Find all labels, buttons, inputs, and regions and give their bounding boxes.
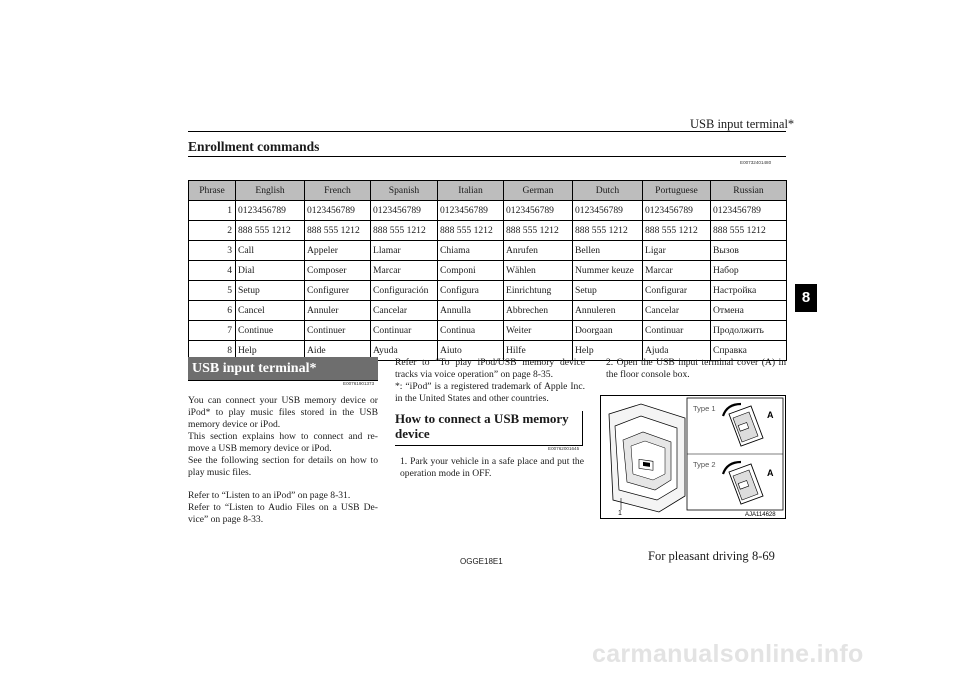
svg-text:1: 1: [618, 510, 622, 517]
usb-para-2: This section explains how to connect and re-move a USB memory device or iPod.: [188, 431, 378, 454]
phrase-number-cell: 5: [189, 281, 236, 301]
console-illustration: [601, 396, 785, 518]
command-cell: Configura: [438, 281, 504, 301]
table-row: [189, 321, 787, 341]
command-cell: 0123456789: [371, 201, 438, 221]
command-cell: Bellen: [573, 241, 643, 261]
command-cell: Wählen: [504, 261, 573, 281]
voice-operation-ref: Refer to “To play iPod/USB memory device tracks via voice operation” on page 8-35.: [395, 357, 585, 380]
command-cell: Continuar: [643, 321, 711, 341]
trademark-note: *: “iPod” is a registered trademark of Apple Inc. in the United States and other countries.: [395, 381, 585, 404]
command-cell: Annuler: [305, 301, 371, 321]
connect-usb-code: E00762001645: [548, 446, 580, 451]
command-cell: Marcar: [371, 261, 438, 281]
footer-section-name: For pleasant driving: [648, 549, 749, 563]
command-cell: Annulla: [438, 301, 504, 321]
command-cell: 888 555 1212: [711, 221, 787, 241]
column-header: German: [504, 181, 573, 201]
usb-ref-2: Refer to “Listen to Audio Files on a USB De-vice” on page 8-33.: [188, 502, 378, 525]
command-cell: Continue: [236, 321, 305, 341]
command-cell: Componi: [438, 261, 504, 281]
figure-code: AJA114628: [745, 512, 776, 518]
command-cell: 888 555 1212: [504, 221, 573, 241]
command-cell: Ayuda: [371, 341, 438, 361]
command-cell: Справка: [711, 341, 787, 361]
command-cell: Abbrechen: [504, 301, 573, 321]
command-cell: 0123456789: [504, 201, 573, 221]
column-header: French: [305, 181, 371, 201]
command-cell: Llamar: [371, 241, 438, 261]
command-cell: Настройка: [711, 281, 787, 301]
phrase-number-cell: 7: [189, 321, 236, 341]
command-cell: 0123456789: [305, 201, 371, 221]
command-cell: Ajuda: [643, 341, 711, 361]
cover-label-a-2: A: [767, 468, 774, 478]
phrase-number-cell: 6: [189, 301, 236, 321]
table-row: [189, 241, 787, 261]
phrase-number-cell: 2: [189, 221, 236, 241]
footer-doc-code: OGGE18E1: [460, 557, 503, 566]
usb-para-1: You can connect your USB memory device or iPod* to play music files stored in the USB memory device or iPod.: [188, 395, 378, 430]
command-cell: 888 555 1212: [305, 221, 371, 241]
command-cell: Набор: [711, 261, 787, 281]
enrollment-commands-table: [188, 180, 787, 361]
phrase-number-cell: 1: [189, 201, 236, 221]
table-row: [189, 221, 787, 241]
command-cell: Weiter: [504, 321, 573, 341]
phrase-number-cell: 8: [189, 341, 236, 361]
table-body: [189, 201, 787, 361]
command-cell: Вызов: [711, 241, 787, 261]
column-header: Italian: [438, 181, 504, 201]
command-cell: Configurar: [643, 281, 711, 301]
column-header: Dutch: [573, 181, 643, 201]
command-cell: 0123456789: [438, 201, 504, 221]
usb-para-3: See the following section for details on how to play music files.: [188, 455, 378, 478]
command-cell: Cancelar: [371, 301, 438, 321]
connect-usb-heading: How to connect a USB memory device: [395, 411, 569, 441]
command-cell: Hilfe: [504, 341, 573, 361]
table-row: [189, 281, 787, 301]
command-cell: Call: [236, 241, 305, 261]
command-cell: Chiama: [438, 241, 504, 261]
column-2-text: [395, 357, 585, 405]
command-cell: Cancel: [236, 301, 305, 321]
subheading-rule-vertical: [582, 411, 583, 445]
table-row: [189, 201, 787, 221]
enrollment-code: E00732401480: [740, 160, 772, 165]
command-cell: Einrichtung: [504, 281, 573, 301]
command-cell: 0123456789: [711, 201, 787, 221]
step-2-text: 2. Open the USB input terminal cover (A) in the floor console box.: [606, 357, 786, 380]
command-cell: 888 555 1212: [643, 221, 711, 241]
command-cell: 0123456789: [236, 201, 305, 221]
command-cell: Appeler: [305, 241, 371, 261]
table-row: [189, 261, 787, 281]
column-header: English: [236, 181, 305, 201]
usb-cover-figure: [600, 395, 786, 519]
chapter-tab: 8: [795, 284, 817, 312]
command-cell: Dial: [236, 261, 305, 281]
enrollment-heading: Enrollment commands: [188, 139, 320, 154]
command-cell: Composer: [305, 261, 371, 281]
command-cell: 888 555 1212: [236, 221, 305, 241]
command-cell: Aide: [305, 341, 371, 361]
command-cell: Help: [573, 341, 643, 361]
header-divider: [188, 131, 786, 132]
watermark-text: carmanualsonline.info: [592, 640, 864, 668]
command-cell: Marcar: [643, 261, 711, 281]
command-cell: Doorgaan: [573, 321, 643, 341]
command-cell: Continua: [438, 321, 504, 341]
command-cell: 0123456789: [573, 201, 643, 221]
footer-page-number: 8-69: [752, 549, 775, 563]
type-2-label: Type 2: [693, 460, 716, 469]
command-cell: 888 555 1212: [573, 221, 643, 241]
command-cell: Setup: [573, 281, 643, 301]
usb-section-code: E00761901373: [343, 381, 375, 386]
command-cell: 888 555 1212: [438, 221, 504, 241]
usb-intro-text: [188, 395, 378, 526]
phrase-number-cell: 4: [189, 261, 236, 281]
phrase-number-cell: 3: [189, 241, 236, 261]
command-cell: Setup: [236, 281, 305, 301]
command-cell: 888 555 1212: [371, 221, 438, 241]
command-cell: Configurer: [305, 281, 371, 301]
running-header-title: USB input terminal*: [690, 117, 795, 131]
column-header: Portuguese: [643, 181, 711, 201]
command-cell: Configuración: [371, 281, 438, 301]
command-cell: Ligar: [643, 241, 711, 261]
command-cell: Continuar: [371, 321, 438, 341]
command-cell: 0123456789: [643, 201, 711, 221]
command-cell: Anrufen: [504, 241, 573, 261]
command-cell: Continuer: [305, 321, 371, 341]
cover-label-a-1: A: [767, 410, 774, 420]
command-cell: Aiuto: [438, 341, 504, 361]
command-cell: Annuleren: [573, 301, 643, 321]
command-cell: Help: [236, 341, 305, 361]
usb-ref-1: Refer to “Listen to an iPod” on page 8-31.: [188, 490, 351, 501]
table-row: [189, 301, 787, 321]
step-1-text: 1. Park your vehicle in a safe place and put the operation mode in OFF.: [400, 456, 584, 479]
type-1-label: Type 1: [693, 404, 716, 413]
command-cell: Nummer keuze: [573, 261, 643, 281]
enrollment-divider: [188, 156, 786, 157]
column-header: Phrase: [189, 181, 236, 201]
command-cell: Cancelar: [643, 301, 711, 321]
column-header: Spanish: [371, 181, 438, 201]
table-header-row: [189, 181, 787, 201]
column-header: Russian: [711, 181, 787, 201]
usb-section-banner: USB input terminal*: [188, 357, 378, 380]
command-cell: Продолжить: [711, 321, 787, 341]
command-cell: Отмена: [711, 301, 787, 321]
